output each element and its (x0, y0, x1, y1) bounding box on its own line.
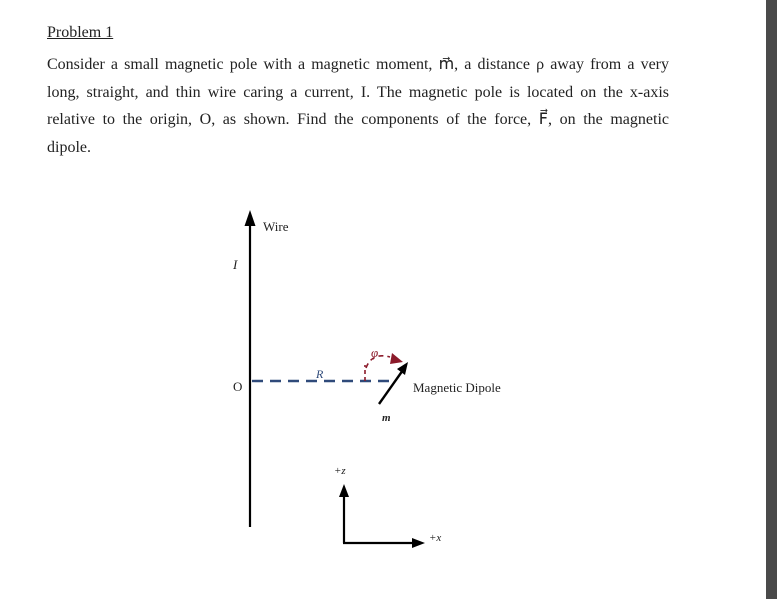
dipole-arrowhead (397, 362, 408, 375)
x-axis-label: +x (429, 532, 442, 544)
problem-line-2: long, straight, and thin wire caring a current, I. The magnetic pole is located on the x-axis (47, 83, 669, 101)
z-axis-arrowhead (339, 484, 349, 497)
z-axis-label: +z (334, 465, 346, 477)
angle-label: φ (371, 345, 379, 360)
current-label: I (233, 257, 238, 272)
x-axis-arrowhead (412, 538, 425, 548)
problem-line-3: relative to the origin, O, as shown. Find the components of the force, F⃗, on the magnetic (47, 111, 669, 128)
moment-label: m⃗ (382, 412, 400, 424)
dipole-arrow-shaft (379, 370, 403, 404)
angle-arc-arrowhead (390, 353, 403, 364)
wire-arrowhead (245, 210, 256, 226)
origin-label: O (233, 379, 243, 394)
problem-line-4: dipole. (47, 138, 91, 156)
problem-heading: Problem 1 (47, 24, 114, 41)
problem-line-1: Consider a small magnetic pole with a magnetic moment, m⃗, a distance ρ away from a very (47, 56, 669, 73)
vertical-scrollbar[interactable] (766, 0, 777, 599)
dipole-label: Magnetic Dipole (413, 380, 501, 395)
wire-label: Wire (263, 219, 289, 234)
distance-label: R (316, 367, 324, 381)
